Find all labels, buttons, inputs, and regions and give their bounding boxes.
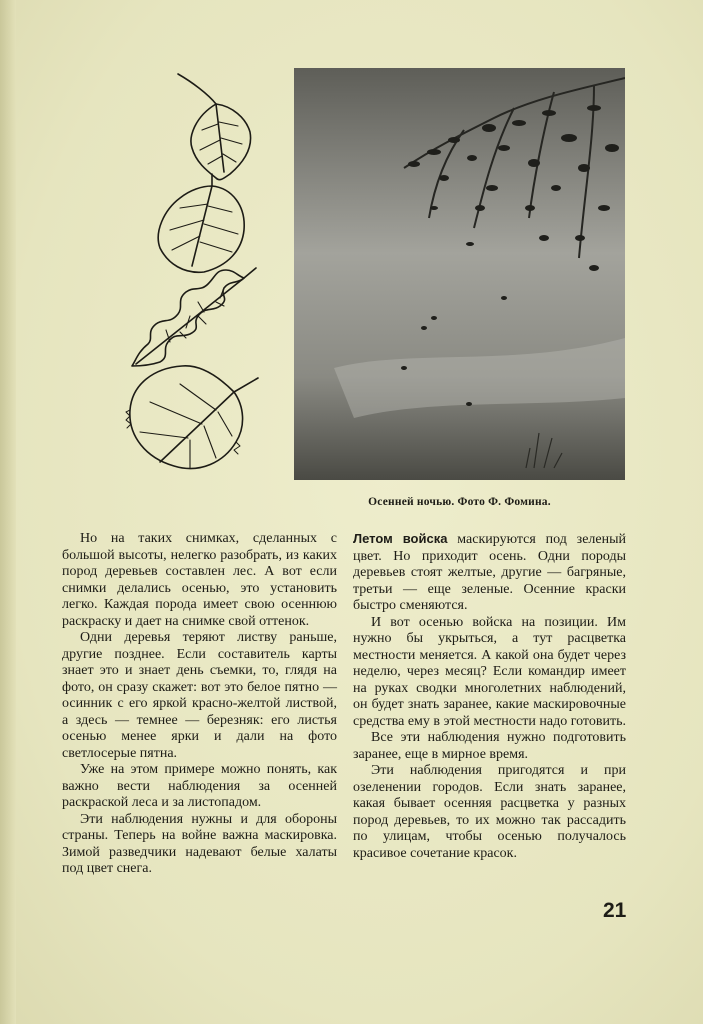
paragraph: Но на таких снимках, сделанных с большой высоты, нелегко разобрать, из каких пород деревьев составлен лес. А вот если снимки делались осенью, это установить легко. Каждая порода имеет свою осеннюю раскраску и дает на снимке свой оттенок. [62,531,337,629]
leaf-illustrations [120,66,270,476]
autumn-night-photo [294,68,625,480]
oak-leaf-icon [132,268,256,366]
linden-leaf-icon [126,366,258,469]
page-number: 21 [603,899,627,922]
paragraph: Одни деревья теряют листву раньше, другие позднее. Если составитель карты знает это и знает день съемки, то, глядя на фото, он сразу скажет: вот это белое пятно — осинник с его яркой красно-желтой листвой, а здесь — темнее — березняк: его листья осенью менее ярки и дали на фото светлосерые пятна. [62,630,337,761]
text-column-left [62,531,337,878]
paragraph: Все эти наблюдения нужно подготовить заранее, еще в мирное время. [353,730,626,762]
paragraph: Эти наблюдения пригодятся и при озеленении городов. Если знать заранее, какая бывает осенняя расцветка у разных пород деревьев, то их можно так рассадить по улицам, чтобы осенью получалось красивое сочетание красок. [353,763,626,861]
page-spine-shadow [0,0,16,1024]
paragraph: Эти наблюдения нужны и для обороны страны. Теперь на войне важна маскировка. Зимой разведчики надевают белые халаты под цвет снега. [62,811,337,876]
paragraph: Уже на этом примере можно понять, как важно вести наблюдения за осенней раскраской леса и за листопадом. [62,762,337,810]
photo-caption: Осенней ночью. Фото Ф. Фомина. [368,496,551,508]
birch-leaf-icon [178,74,251,180]
paragraph [353,531,626,615]
birch-branches-photo-icon [294,68,625,480]
paragraph: И вот осенью войска на позиции. Им нужно бы укрыться, а тут расцветка местности меняется. А какой она будет через неделю, через месяц? Если командир имеет на руках сводки многолетних наблюдений, он будет знать заранее, какие маскировочные средства ему в этой местности надо готовить. [353,614,626,729]
text-column-right [353,531,626,862]
paragraph-rest: маскируются под зеленый цвет. Но приходит осень. Одни породы деревьев стоят желтые, другие — багряные, третьи — еще зеленые. Осенние краски быстро сменяются. [353,532,626,613]
paragraph-lead: Летом войска [353,531,448,546]
aspen-leaf-icon [158,174,244,272]
